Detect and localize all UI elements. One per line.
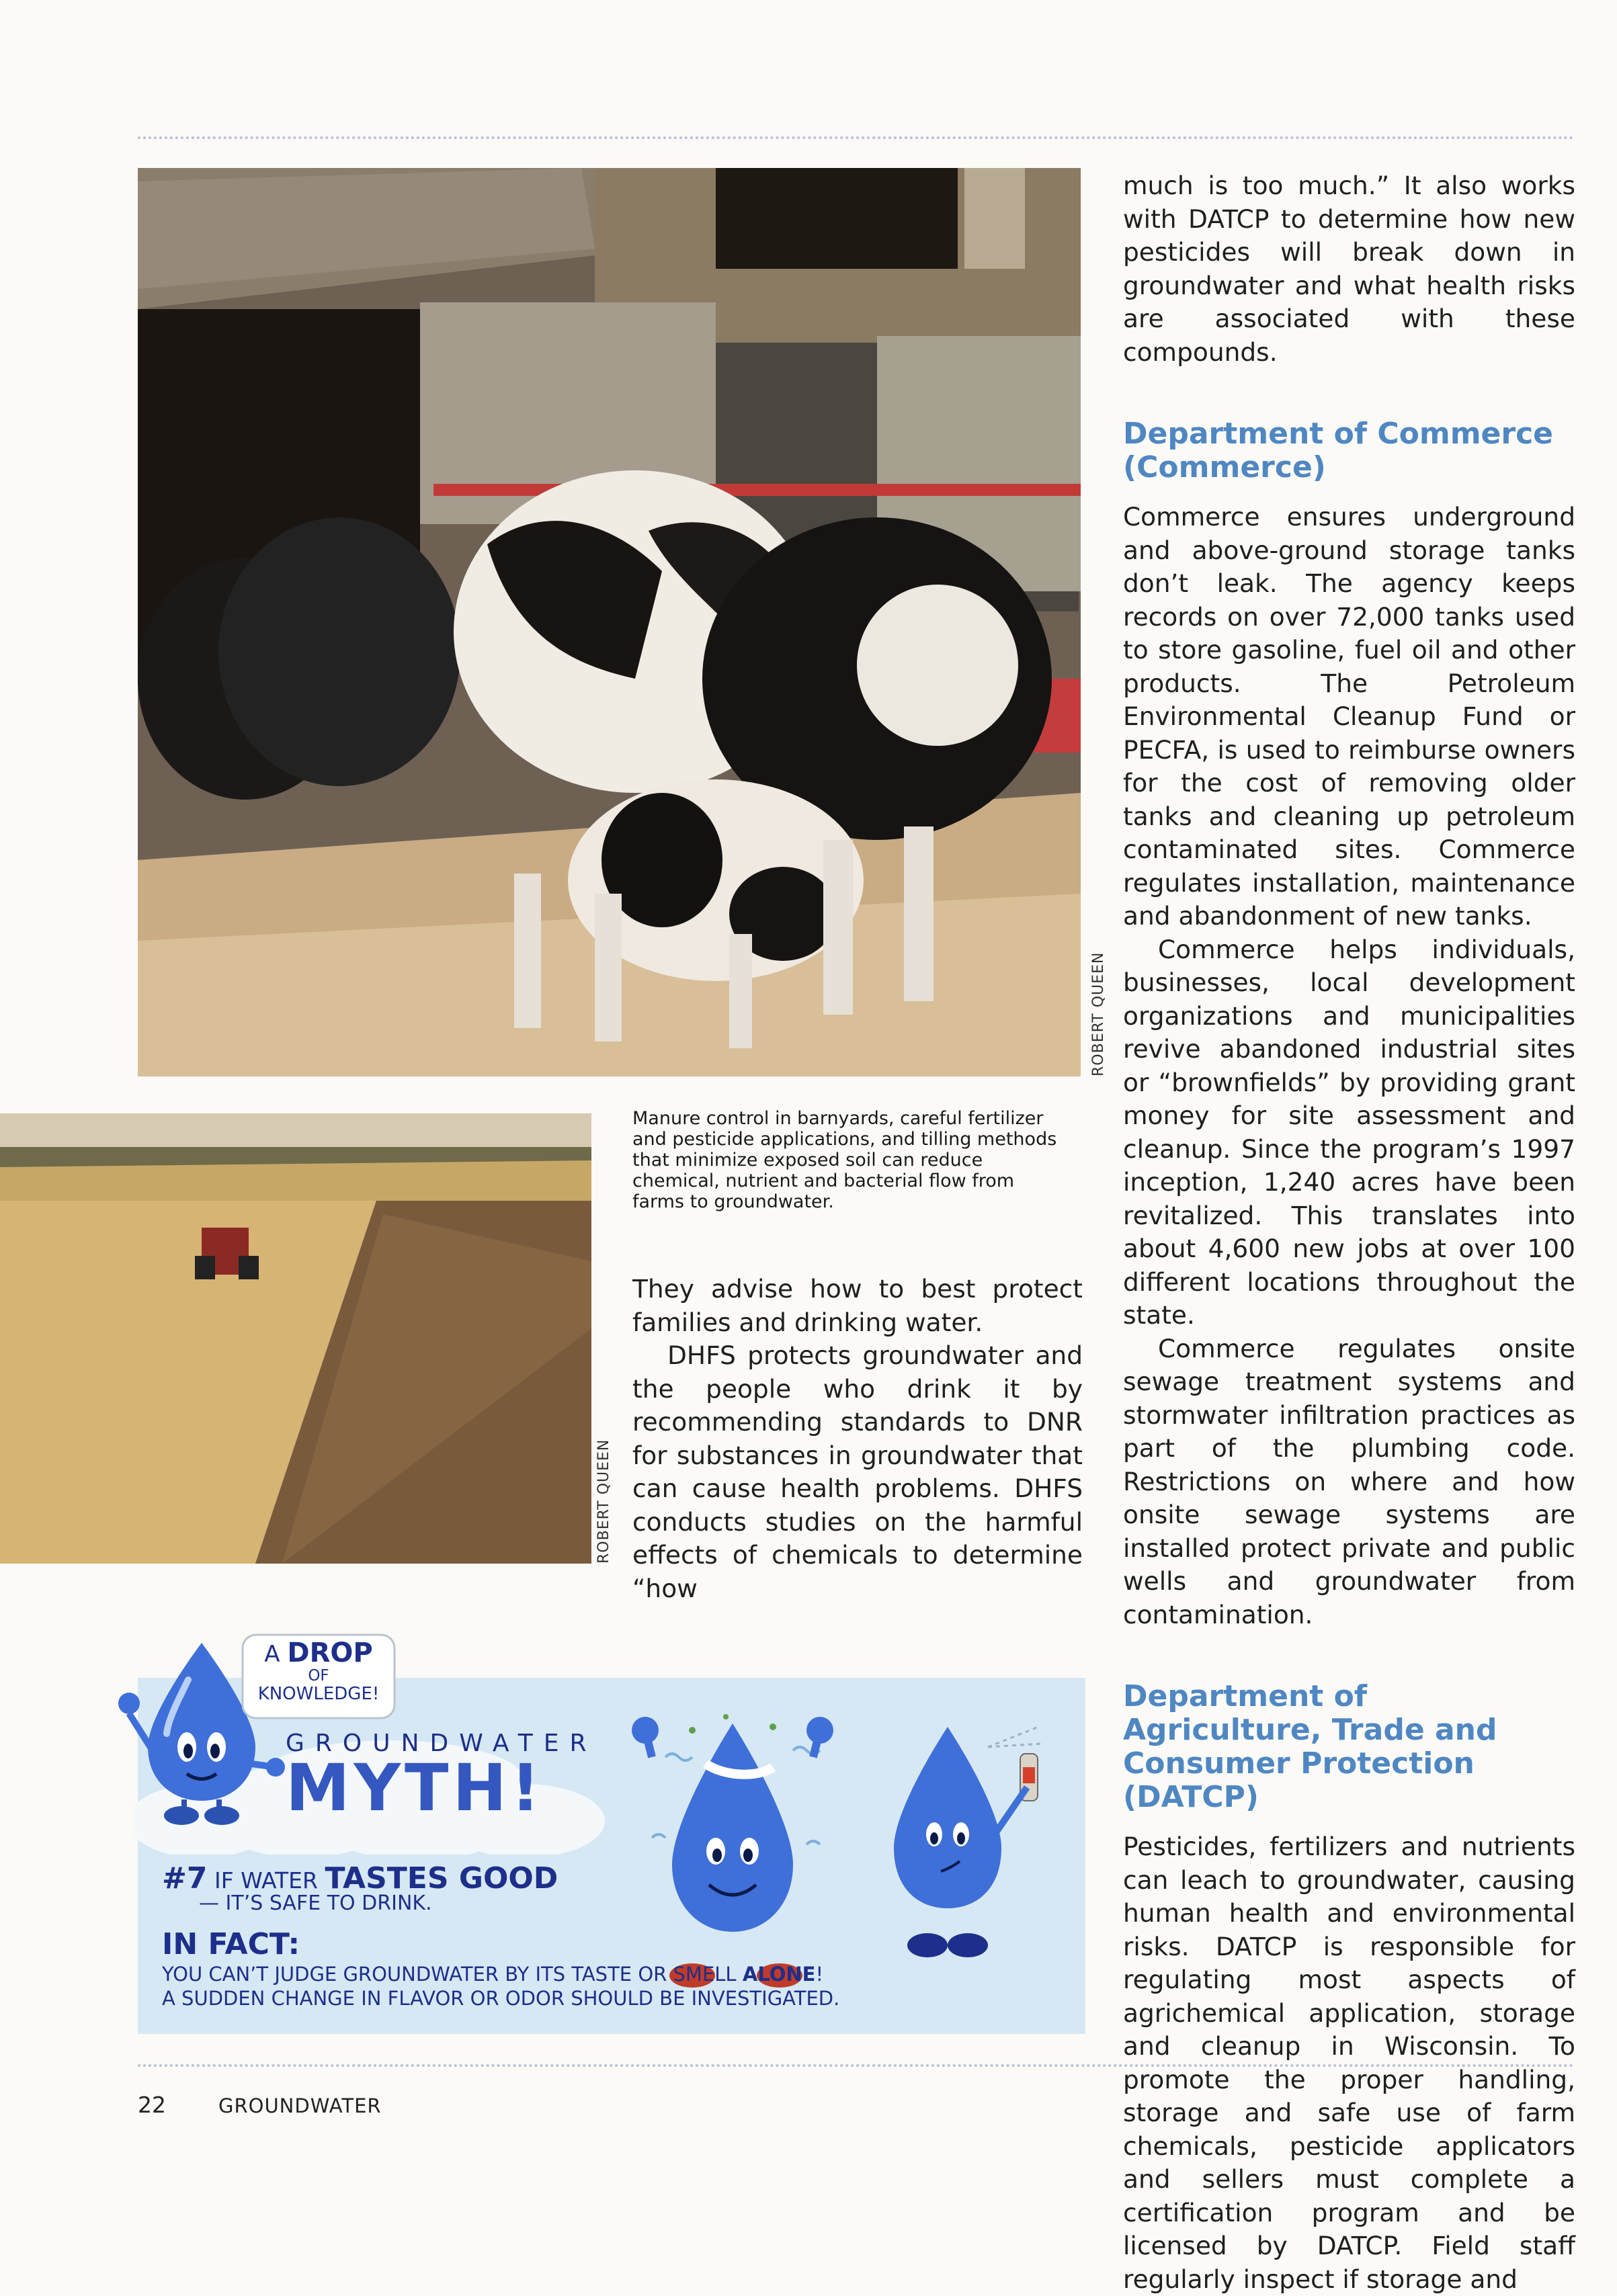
- myth-number: #7: [162, 1861, 208, 1896]
- commerce-paragraph-3: Commerce regulates onsite sewage treatment systems and stormwater infiltration practices as part of the plumbing code. Restrictions on where and how onsite sewage systems are installed protect private and public wells and groundwater from contamination.: [1123, 1333, 1575, 1629]
- myth-statement: [162, 1861, 558, 1896]
- bubble-a: A: [264, 1641, 280, 1668]
- fact-post: !: [815, 1963, 824, 1986]
- fact-pre: YOU CAN’T JUDGE GROUNDWATER BY ITS TASTE OR SMELL: [162, 1963, 743, 1986]
- cows-photo-credit: ROBERT QUEEN: [1090, 951, 1107, 1076]
- myth-pre: IF WATER: [207, 1867, 325, 1894]
- fact-bold: ALONE: [742, 1963, 816, 1986]
- myth-bold: TASTES GOOD: [325, 1861, 558, 1896]
- groundwater-label: GROUNDWATER: [286, 1730, 597, 1757]
- tractor-field-photo: [0, 1113, 591, 1564]
- middle-paragraph-2: DHFS protects groundwater and the people who drink it by recommending standards to DNR for substances in groundwater that can cause health problems. DHFS conducts studies on the harmful effects of chemicals to determine “how: [632, 1341, 1083, 1603]
- commerce-paragraph-1: Commerce ensures underground and above-ground storage tanks don’t leak. The agency keeps records on over 72,000 tanks used to store gasoline, fuel oil and other products. The Petroleum Environmental Cleanup Fund or PECFA, is used to reimburse owners for the cost of removing older tanks and cleaning up petroleum contaminated sites. Commerce regulates installation, maintenance and abandonment of new tanks.: [1123, 502, 1575, 931]
- bubble-knowledge: KNOWLEDGE!: [257, 1684, 380, 1704]
- fact-text: [162, 1962, 839, 2010]
- datcp-heading: Department of Agriculture, Trade and Consumer Protection (DATCP): [1123, 1679, 1497, 1814]
- section-name: GROUNDWATER: [218, 2094, 382, 2117]
- commerce-heading: Department of Commerce (Commerce): [1123, 417, 1554, 484]
- spraying-drop-icon: [874, 1713, 1048, 1969]
- bubble-of: OF: [308, 1667, 329, 1685]
- bottom-dotted-rule: [138, 2064, 1574, 2067]
- myth-line-2: — IT’S SAFE TO DRINK.: [199, 1891, 432, 1915]
- right-column: [1123, 169, 1575, 2296]
- bubble-drop: DROP: [287, 1638, 373, 1668]
- cows-barnyard-photo: [138, 168, 1081, 1076]
- field-photo-credit: ROBERT QUEEN: [595, 1439, 612, 1564]
- fact-line-1: [162, 1962, 839, 1986]
- datcp-paragraph-1: Pesticides, fertilizers and nutrients can leach to groundwater, causing human health and environmental risks. DATCP is responsible for regulating most aspects of agrichemical application, storage and cleanup in Wisconsin. To promote the proper handling, storage and safe use of farm chemicals, pesticide applicators and sellers must complete a certification program and be licensed by DATCP. Field staff regularly inspect if storage and: [1123, 1832, 1575, 2294]
- top-dotted-rule: [138, 136, 1574, 139]
- bubble-text: [241, 1640, 397, 1704]
- middle-column: [632, 1273, 1083, 1605]
- myth-title: MYTH!: [286, 1750, 544, 1826]
- commerce-paragraph-2: Commerce helps individuals, businesses, local development organizations and municipalities revive abandoned industrial sites or “brownfields” by providing grant money for site assessment and cleanup. Since the program’s 1997 inception, 1,240 acres have been revitalized. This translates into about 4,600 new jobs at over 100 different locations throughout the state.: [1123, 934, 1575, 1330]
- in-fact-heading: IN FACT:: [162, 1927, 300, 1961]
- page-number: 22: [138, 2092, 166, 2118]
- dancing-drop-icon: [625, 1703, 840, 1999]
- photo-caption: Manure control in barnyards, careful fertilizer and pesticide applications, and tilling methods that minimize exposed soil can reduce chemical, nutrient and bacterial flow from farms to groundwater.: [632, 1108, 1057, 1212]
- right-paragraph-continued: much is too much.” It also works with DATCP to determine how new pesticides will break down in groundwater and what health risks are associated with these compounds.: [1123, 171, 1575, 367]
- middle-paragraph-1: They advise how to best protect families and drinking water.: [632, 1274, 1083, 1337]
- fact-line-2: A SUDDEN CHANGE IN FLAVOR OR ODOR SHOULD BE INVESTIGATED.: [162, 1987, 840, 2010]
